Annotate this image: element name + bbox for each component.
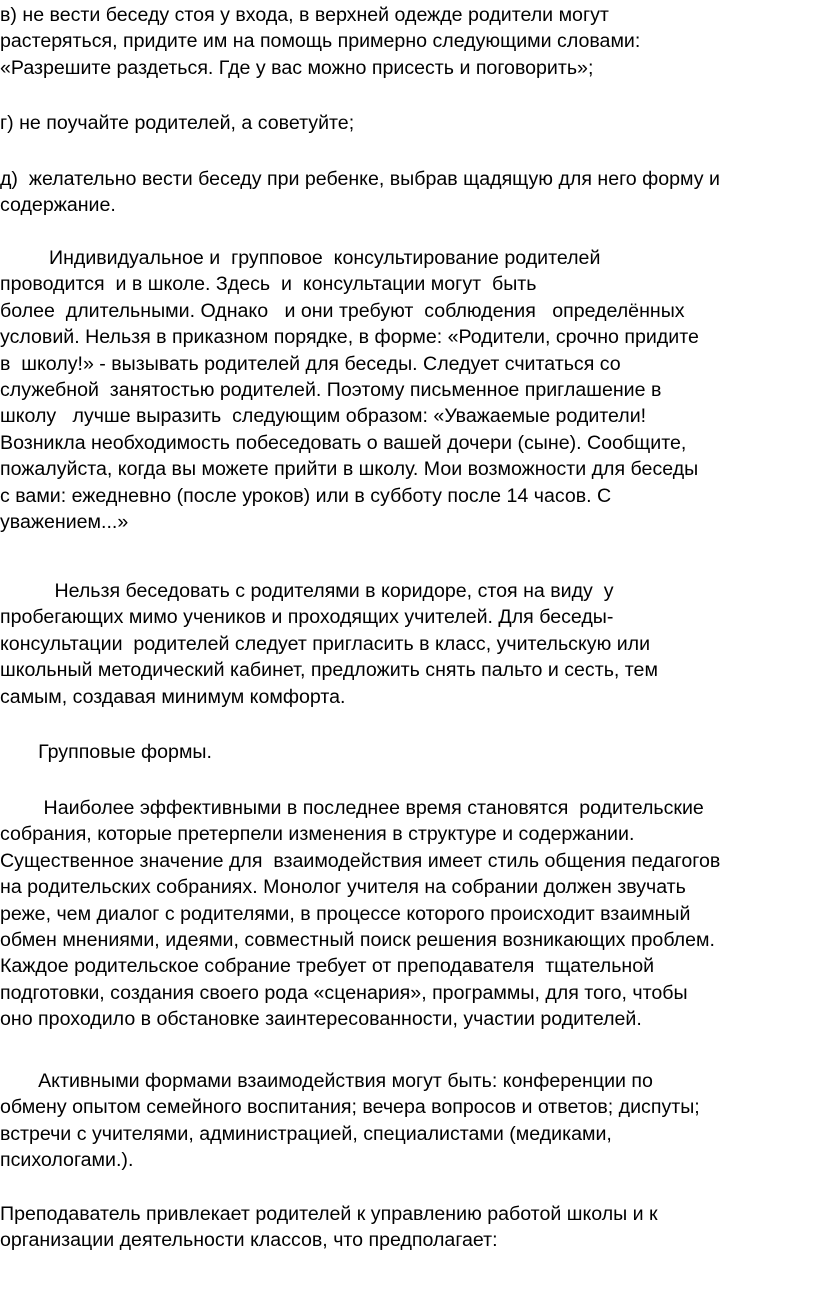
text-line: Активными формами взаимодействия могут быть: конференции по: [0, 1070, 653, 1092]
text-line: проводится и в школе. Здесь и консультации могут быть: [0, 273, 537, 296]
text-line: обмену опытом семейного воспитания; вечера вопросов и ответов; диспуты;: [0, 1096, 700, 1119]
text-line: Преподаватель привлекает родителей к управлению работой школы и к: [0, 1203, 658, 1225]
text-line: уважением...»: [0, 511, 129, 534]
text-line: Наиболее эффективными в последнее время становятся родительские: [0, 797, 704, 819]
paragraph-corridor: [0, 578, 658, 710]
text-line: школу лучше выразить следующим образом: «Уважаемые родители!: [0, 405, 647, 428]
text-line: в школу!» - вызывать родителей для беседы. Следует считаться со: [0, 352, 621, 375]
text-line: в) не вести беседу стоя у входа, в верхней одежде родители могут: [0, 4, 609, 26]
text-line: Нельзя беседовать с родителями в коридоре, стоя на виду у: [0, 580, 614, 602]
text-line: встречи с учителями, администрацией, специалистами (медиками,: [0, 1122, 612, 1145]
paragraph-item-d: [0, 166, 720, 219]
text-line: собрания, которые претерпели изменения в структуре и содержании.: [0, 823, 635, 846]
text-line: «Разрешите раздеться. Где у вас можно присесть и поговорить»;: [0, 56, 594, 79]
section-heading: Групповые формы.: [0, 741, 212, 763]
text-line: обмен мнениями, идеями, совместный поиск решения возникающих проблем.: [0, 929, 715, 952]
text-line: Возникла необходимость побеседовать о вашей дочери (сыне). Сообщите,: [0, 431, 687, 454]
text-line: Каждое родительское собрание требует от преподавателя тщательной: [0, 955, 655, 978]
paragraph-active-forms: [0, 1068, 700, 1174]
paragraph-management: [0, 1201, 658, 1254]
text-line: пожалуйста, когда вы можете прийти в школу. Мои возможности для беседы: [0, 458, 699, 481]
text-line: самым, создавая минимум комфорта.: [0, 685, 346, 708]
text-line: Существенное значение для взаимодействия имеет стиль общения педагогов: [0, 849, 721, 872]
text-line: растеряться, придите им на помощь примерно следующими словами:: [0, 30, 641, 53]
text-line: пробегающих мимо учеников и проходящих учителей. Для беседы-: [0, 606, 614, 629]
text-line: содержание.: [0, 194, 116, 217]
text-line: служебной занятостью родителей. Поэтому письменное приглашение в: [0, 379, 662, 402]
text-line: Индивидуальное и групповое консультирование родителей: [0, 247, 601, 269]
text-line: на родительских собраниях. Монолог учителя на собрании должен звучать: [0, 876, 686, 899]
text-line: подготовки, создания своего рода «сценария», программы, для того, чтобы: [0, 981, 688, 1004]
text-line: психологами.).: [0, 1149, 134, 1172]
text-line: оно проходило в обстановке заинтересованности, участии родителей.: [0, 1008, 642, 1031]
text-line: д) желательно вести беседу при ребенке, выбрав щадящую для него форму и: [0, 168, 720, 190]
text-line: организации деятельности классов, что предполагает:: [0, 1229, 498, 1252]
text-line: консультации родителей следует пригласить в класс, учительскую или: [0, 632, 651, 655]
text-line: с вами: ежедневно (после уроков) или в субботу после 14 часов. С: [0, 484, 612, 507]
text-line: г) не поучайте родителей, а советуйте;: [0, 112, 355, 134]
paragraph-item-g: [0, 110, 354, 136]
text-line: более длительными. Однако и они требуют соблюдения определённых: [0, 299, 685, 322]
paragraph-group-forms: [0, 739, 212, 765]
text-line: условий. Нельзя в приказном порядке, в форме: «Родители, срочно придите: [0, 326, 699, 349]
paragraph-item-v: [0, 2, 640, 81]
text-line: реже, чем диалог с родителями, в процессе которого происходит взаимный: [0, 902, 691, 925]
paragraph-meetings: [0, 795, 720, 1033]
paragraph-individual-consulting: [0, 245, 699, 535]
text-line: школьный методический кабинет, предложить снять пальто и сесть, тем: [0, 659, 658, 682]
